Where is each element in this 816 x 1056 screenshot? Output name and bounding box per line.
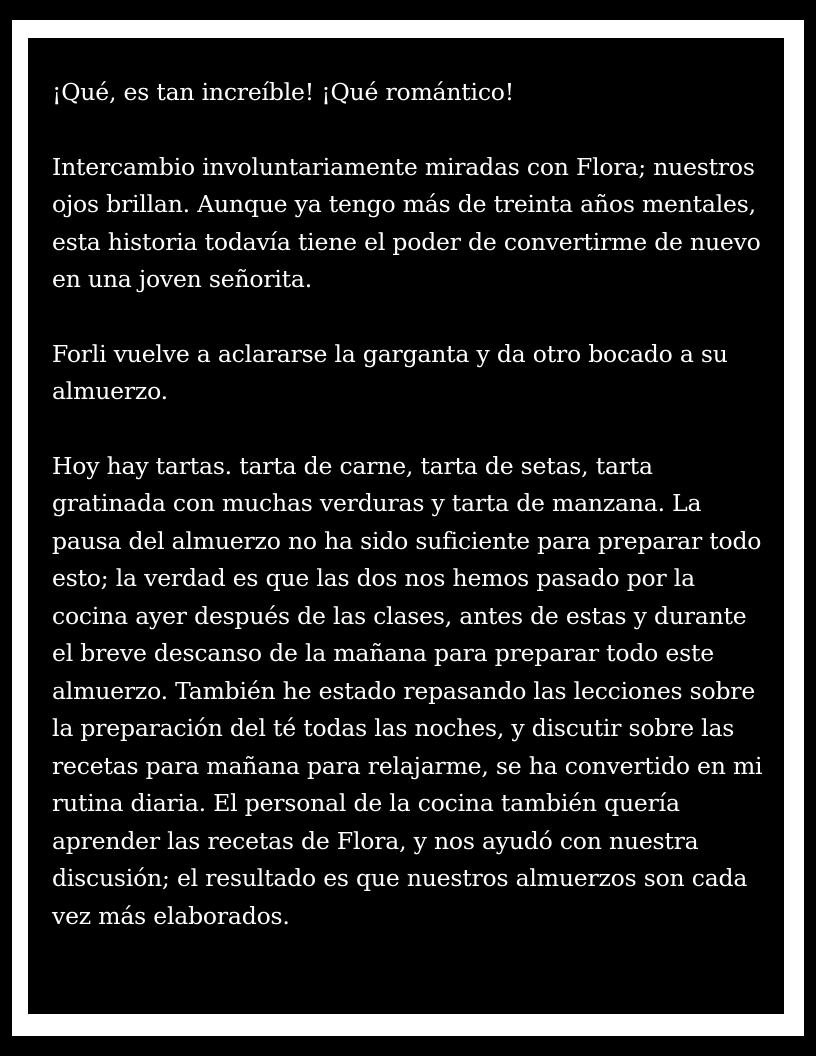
paragraph-exclamation: ¡Qué, es tan increíble! ¡Qué romántico! bbox=[52, 78, 514, 106]
paragraph-forli-lunch: Forli vuelve a aclararse la garganta y da otro bocado a su almuerzo. bbox=[52, 339, 728, 405]
text-panel bbox=[28, 38, 784, 1014]
paragraph-pies: Hoy hay tartas. tarta de carne, tarta de setas, tarta gratinada con muchas verduras y tarta de manzana. La pausa del almuerzo no ha sido suficiente para preparar todo esto; la verdad es que las dos nos hemos pasado por la cocina ayer después de las clases, antes de estas y durante el breve descanso de la mañana para preparar todo este almuerzo. También he estado repasando las lecciones sobre la preparación del té todas las noches, y discutir sobre las recetas para mañana para relajarme, se ha convertido en mi rutina diaria. El personal de la cocina también quería aprender las recetas de Flora, y nos ayudó con nuestra discusión; el resultado es que nuestros almuerzos son cada vez más elaborados. bbox=[52, 451, 763, 930]
paragraph-exchange-glances: Intercambio involuntariamente miradas con Flora; nuestros ojos brillan. Aunque ya tengo más de treinta años mentales, esta historia todavía tiene el poder de convertirme de nuevo en una joven señorita. bbox=[52, 152, 761, 293]
page-frame bbox=[12, 20, 804, 1036]
